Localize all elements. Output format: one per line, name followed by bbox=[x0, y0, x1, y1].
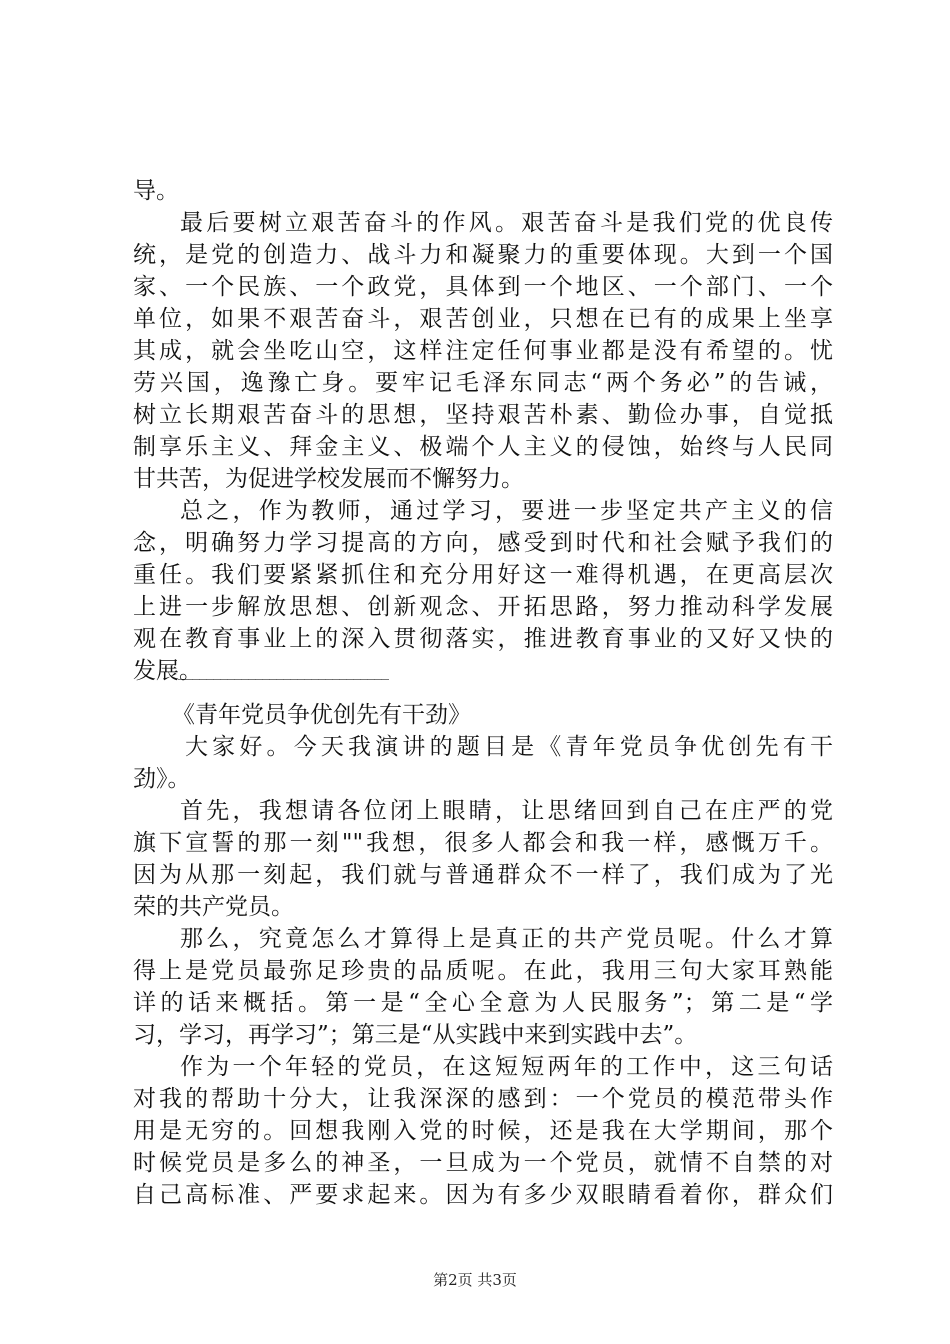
text-line: 制享乐主义、拜金主义、极端个人主义的侵蚀，始终与人民同 bbox=[133, 434, 833, 460]
paragraph-start-line: 作为一个年轻的党员，在这短短两年的工作中，这三句话 bbox=[180, 1054, 833, 1080]
text-line: 甘共苦，为促进学校发展而不懈努力。 bbox=[133, 466, 524, 492]
text-line: 得上是党员最弥足珍贵的品质呢。在此，我用三句大家耳熟能 bbox=[133, 958, 833, 984]
text-line: 导。 bbox=[133, 178, 179, 204]
text-line: 时候党员是多么的神圣，一旦成为一个党员，就情不自禁的对 bbox=[133, 1150, 833, 1176]
text-line: 单位，如果不艰苦奋斗，艰苦创业，只想在已有的成果上坐享 bbox=[133, 306, 833, 332]
page-number-footer: 第2页 共3页 bbox=[433, 1271, 517, 1289]
paragraph-start-line: 总之，作为教师，通过学习，要进一步坚定共产主义的信 bbox=[180, 498, 833, 524]
text-line: 用是无穷的。回想我刚入党的时候，还是我在大学期间，那个 bbox=[133, 1118, 833, 1144]
text-line: 统，是党的创造力、战斗力和凝聚力的重要体现。大到一个国 bbox=[133, 242, 833, 268]
text-line: 其成，就会坐吃山空，这样注定任何事业都是没有希望的。忧 bbox=[133, 338, 833, 364]
section-title: 《青年党员争优创先有干劲》 bbox=[172, 702, 471, 728]
text-line: 自己高标准、严要求起来。因为有多少双眼睛看着你，群众们 bbox=[133, 1182, 833, 1208]
text-line: 观在教育事业上的深入贯彻落实，推进教育事业的又好又快的 bbox=[133, 626, 833, 652]
text-line: 念，明确努力学习提高的方向，感受到时代和社会赋予我们的 bbox=[133, 530, 833, 556]
text-line: 劳兴国，逸豫亡身。要牢记毛泽东同志“两个务必”的告诫， bbox=[133, 370, 833, 396]
paragraph-start-line: 首先，我想请各位闭上眼睛，让思绪回到自己在庄严的党 bbox=[180, 798, 833, 824]
text-line: 荣的共产党员。 bbox=[133, 894, 294, 920]
text-line: 习，学习，再学习”；第三是“从实践中来到实践中去”。 bbox=[133, 1022, 698, 1048]
text-line: 因为从那一刻起，我们就与普通群众不一样了，我们成为了光 bbox=[133, 862, 833, 888]
text-line: 劲》。 bbox=[133, 766, 191, 792]
text-line: 重任。我们要紧紧抓住和充分用好这一难得机遇，在更高层次 bbox=[133, 562, 833, 588]
text-line: 发展。 bbox=[133, 658, 202, 684]
paragraph-start-line: 大家好。今天我演讲的题目是《青年党员争优创先有干 bbox=[185, 734, 833, 760]
text-line: 上进一步解放思想、创新观念、开拓思路，努力推动科学发展 bbox=[133, 594, 833, 620]
text-line: 树立长期艰苦奋斗的思想，坚持艰苦朴素、勤俭办事，自觉抵 bbox=[133, 402, 833, 428]
text-line: 详的话来概括。第一是“全心全意为人民服务”；第二是“学 bbox=[133, 990, 833, 1016]
paragraph-start-line: 最后要树立艰苦奋斗的作风。艰苦奋斗是我们党的优良传 bbox=[180, 210, 833, 236]
text-line: 对我的帮助十分大，让我深深的感到：一个党员的模范带头作 bbox=[133, 1086, 833, 1112]
paragraph-start-line: 那么，究竟怎么才算得上是真正的共产党员呢。什么才算 bbox=[180, 926, 833, 952]
section-separator: ______________________________ bbox=[178, 661, 388, 680]
text-line: 家、一个民族、一个政党，具体到一个地区、一个部门、一个 bbox=[133, 274, 833, 300]
text-line: 旗下宣誓的那一刻""我想，很多人都会和我一样，感慨万千。 bbox=[133, 830, 833, 856]
